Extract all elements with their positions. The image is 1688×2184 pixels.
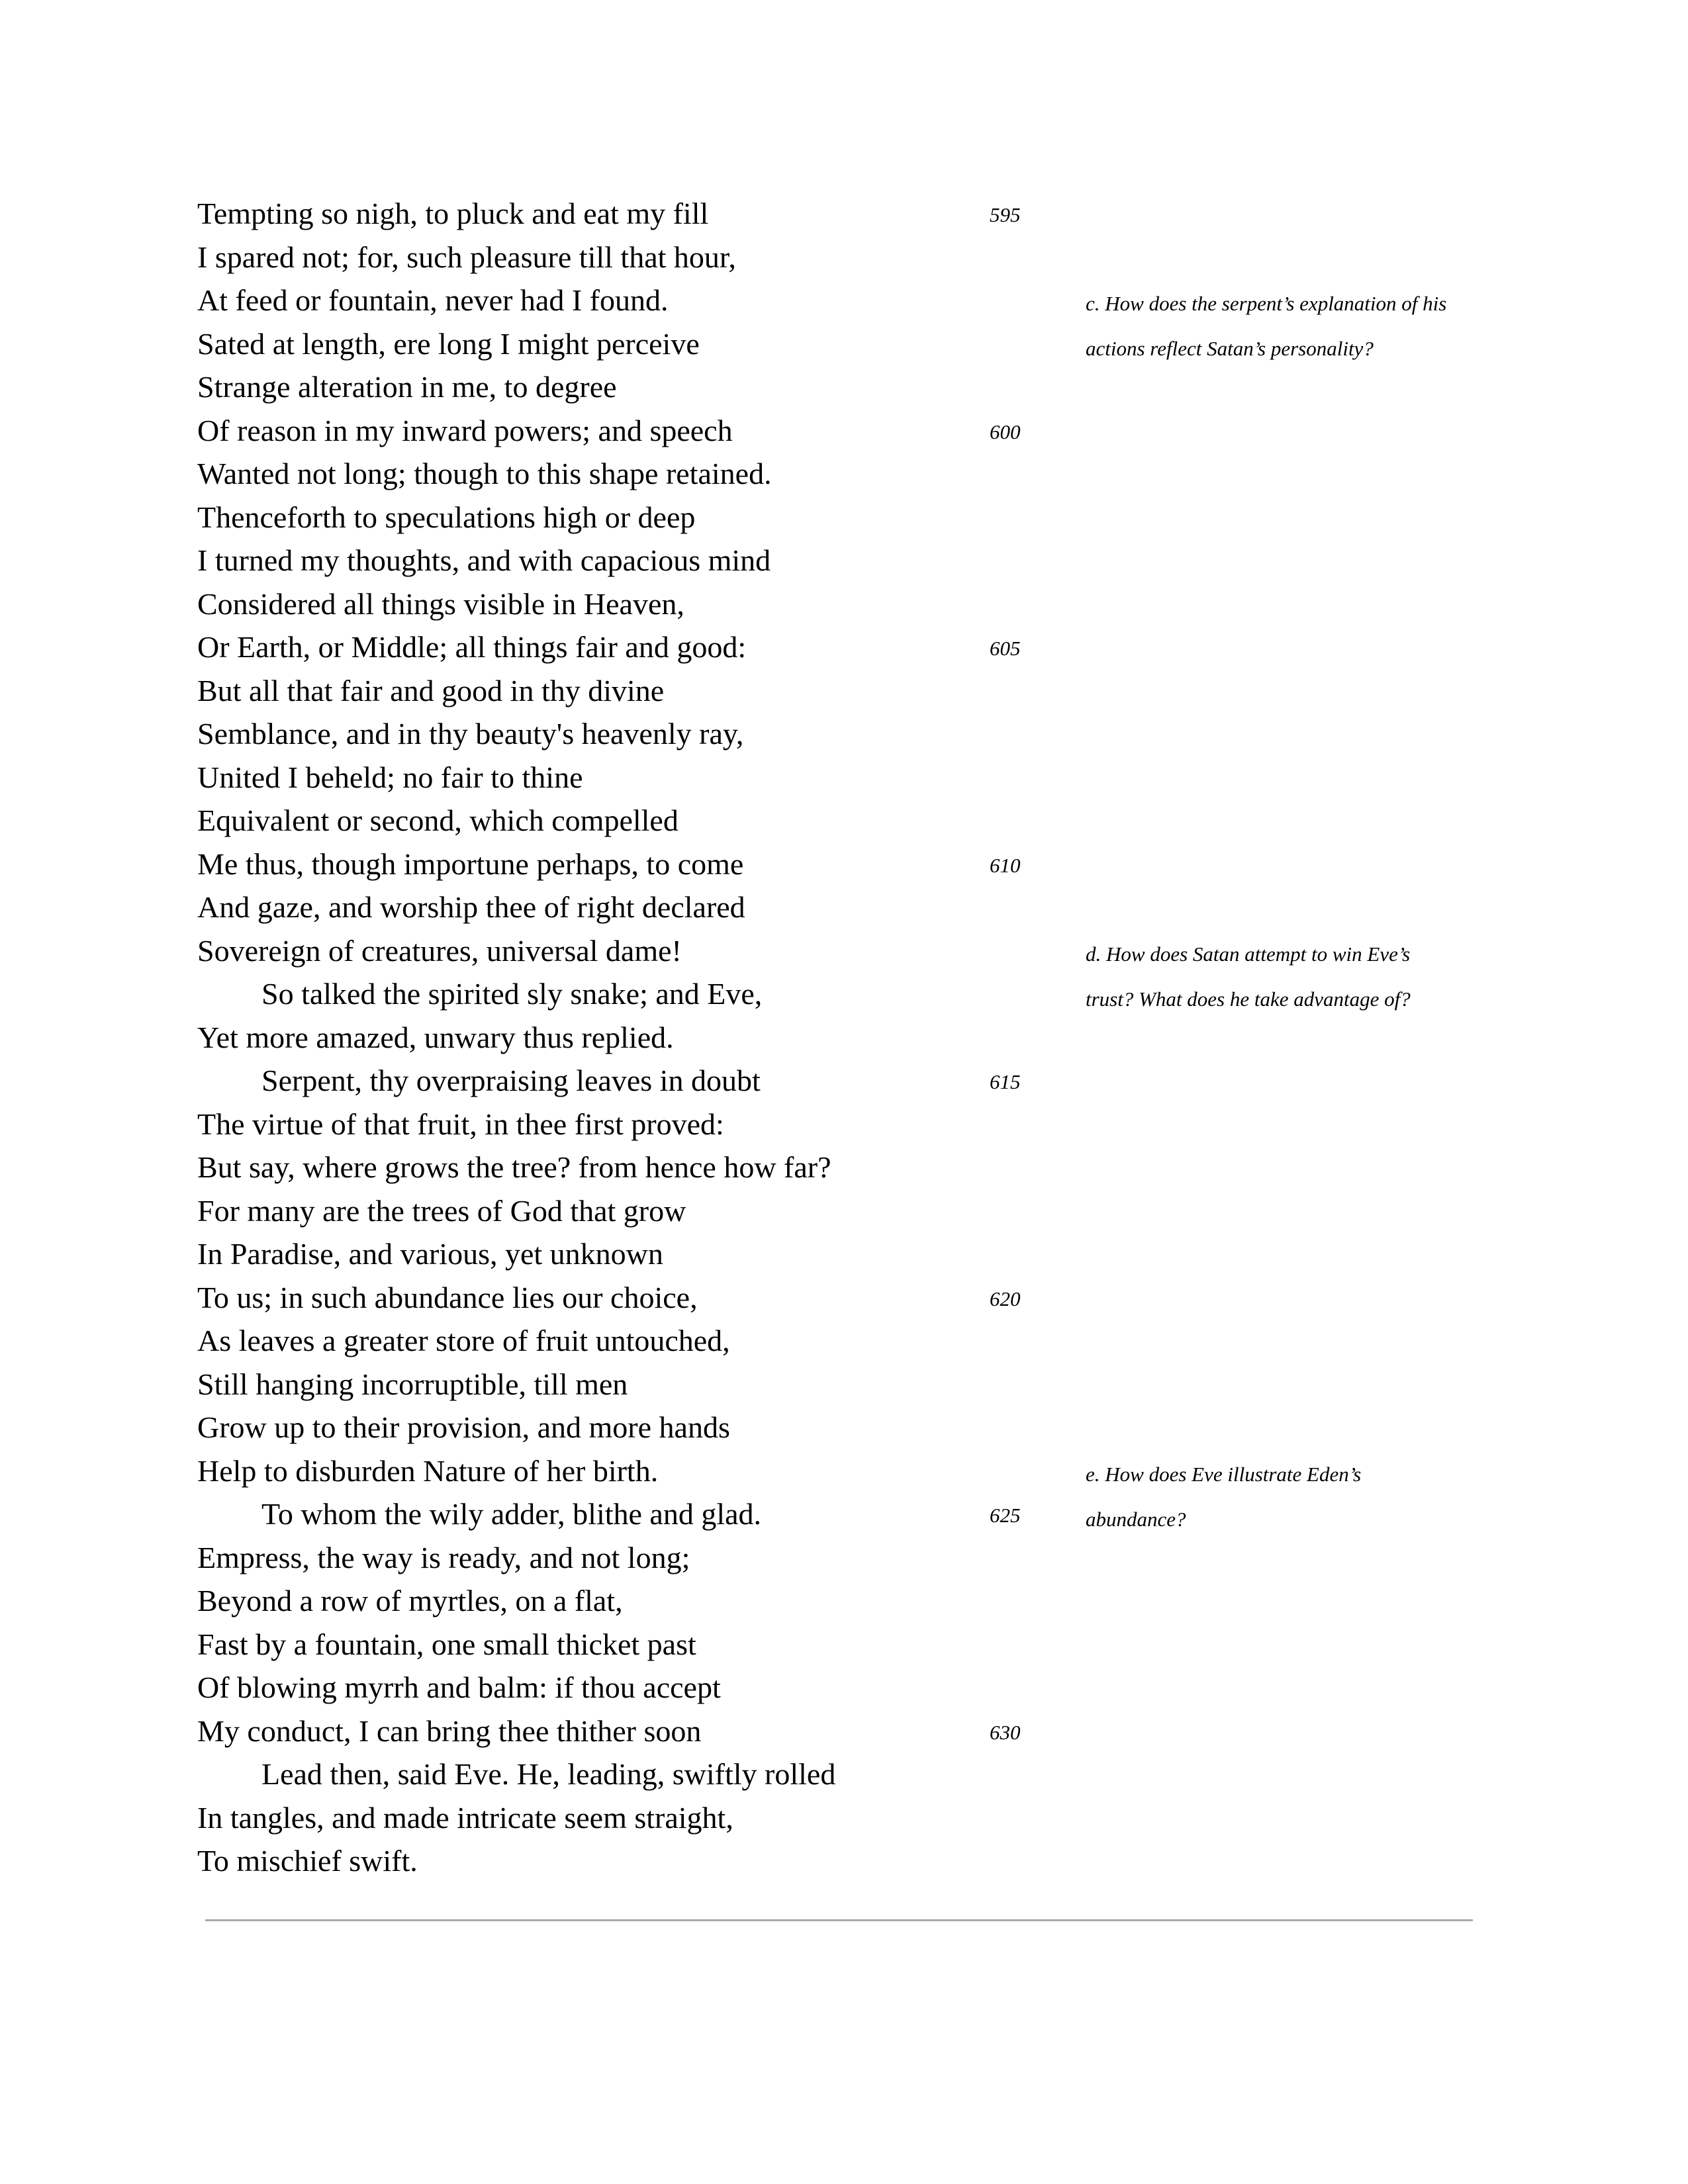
poem-line-text: In tangles, and made intricate seem straight, bbox=[197, 1800, 733, 1835]
poem-line-text: Me thus, though importune perhaps, to come bbox=[197, 846, 744, 881]
line-number: 620 bbox=[990, 1287, 1021, 1310]
poem-line-text: But all that fair and good in thy divine bbox=[197, 673, 665, 707]
poem-line-text: Help to disburden Nature of her birth. bbox=[197, 1453, 659, 1488]
poem-line bbox=[197, 1319, 959, 1363]
line-number: 605 bbox=[990, 637, 1021, 660]
poem-line bbox=[197, 1623, 959, 1666]
poem-line bbox=[197, 279, 959, 322]
poem-line-text: I spared not; for, such pleasure till that hour, bbox=[197, 240, 736, 274]
poem-line bbox=[197, 625, 1021, 669]
poem-line-text: Considered all things visible in Heaven, bbox=[197, 586, 684, 621]
poem-line-text: Of reason in my inward powers; and speech bbox=[197, 413, 733, 447]
poem-line bbox=[197, 1796, 959, 1840]
poem-line bbox=[197, 192, 1021, 236]
poem-line bbox=[197, 1146, 959, 1189]
poem-line bbox=[197, 842, 1021, 886]
poem-line bbox=[197, 1363, 959, 1406]
poem-line-text: In Paradise, and various, yet unknown bbox=[197, 1237, 663, 1271]
poem-line bbox=[197, 1103, 959, 1146]
question-line: d. How does Satan attempt to win Eve’s bbox=[1086, 942, 1411, 966]
poem-line bbox=[197, 799, 959, 842]
poem-line-text: To us; in such abundance lies our choice, bbox=[197, 1280, 698, 1314]
study-question-c bbox=[1086, 281, 1549, 371]
poem-line bbox=[197, 886, 959, 929]
poem-line-text: And gaze, and worship thee of right declared bbox=[197, 890, 745, 924]
line-number: 630 bbox=[990, 1720, 1021, 1744]
poem-line bbox=[197, 582, 959, 626]
poem-line-text: Yet more amazed, unwary thus replied. bbox=[197, 1020, 674, 1054]
poem-line-text: My conduct, I can bring thee thither soon bbox=[197, 1713, 702, 1748]
poem-line-text: Serpent, thy overpraising leaves in doubt bbox=[261, 1064, 761, 1097]
poem-line-text: Lead then, said Eve. He, leading, swiftly rolled bbox=[261, 1757, 836, 1791]
poem-line-text: The virtue of that fruit, in thee first proved: bbox=[197, 1107, 724, 1141]
poem-line bbox=[197, 365, 959, 409]
poem-line-text: Grow up to their provision, and more hands bbox=[197, 1410, 730, 1444]
poem-line bbox=[197, 1579, 959, 1623]
poem-line-text: For many are the trees of God that grow bbox=[197, 1193, 686, 1228]
poem-line-text: Semblance, and in thy beauty's heavenly ray, bbox=[197, 717, 744, 751]
poem-line bbox=[197, 1492, 1021, 1536]
poem-line-text: Strange alteration in me, to degree bbox=[197, 370, 617, 404]
question-line: trust? What does he take advantage of? bbox=[1086, 987, 1411, 1011]
poem-line-text: Equivalent or second, which compelled bbox=[197, 803, 679, 837]
poem-line-text: Wanted not long; though to this shape retained. bbox=[197, 457, 772, 490]
poem-line-text: Or Earth, or Middle; all things fair and good: bbox=[197, 630, 747, 664]
poem-line-text: I turned my thoughts, and with capacious mind bbox=[197, 543, 771, 577]
poem-line bbox=[197, 452, 959, 496]
poem-line bbox=[197, 756, 959, 799]
poem-line bbox=[197, 1189, 959, 1233]
poem-line bbox=[197, 539, 959, 582]
study-question-e bbox=[1086, 1452, 1549, 1542]
poem-line bbox=[197, 236, 959, 279]
question-line: actions reflect Satan’s personality? bbox=[1086, 337, 1374, 360]
poem-line bbox=[197, 1016, 959, 1060]
poem-line bbox=[197, 496, 959, 539]
poem-line-text: Fast by a fountain, one small thicket past bbox=[197, 1627, 696, 1661]
poem-line-text: Beyond a row of myrtles, on a flat, bbox=[197, 1584, 623, 1617]
question-line: c. How does the serpent’s explanation of his bbox=[1086, 292, 1447, 315]
poem-line bbox=[197, 1536, 959, 1580]
question-line: e. How does Eve illustrate Eden’s bbox=[1086, 1463, 1362, 1486]
line-number: 615 bbox=[990, 1070, 1021, 1093]
poem-line-text: To whom the wily adder, blithe and glad. bbox=[261, 1497, 762, 1531]
question-line: abundance? bbox=[1086, 1508, 1186, 1531]
poem-line-text: Tempting so nigh, to pluck and eat my fill bbox=[197, 197, 709, 230]
line-number: 625 bbox=[990, 1504, 1021, 1527]
poem-line bbox=[197, 409, 1021, 453]
poem-line-text: Empress, the way is ready, and not long; bbox=[197, 1540, 690, 1574]
line-number: 610 bbox=[990, 853, 1021, 877]
line-number: 595 bbox=[990, 203, 1021, 226]
poem-line-text: Still hanging incorruptible, till men bbox=[197, 1367, 628, 1401]
poem-line-text: Sated at length, ere long I might perceive bbox=[197, 326, 700, 361]
poem-line-text: So talked the spirited sly snake; and Eve, bbox=[261, 977, 763, 1011]
poem-line-text: At feed or fountain, never had I found. bbox=[197, 283, 669, 317]
poem-line-text: Sovereign of creatures, universal dame! bbox=[197, 933, 682, 968]
poem-line-text: As leaves a greater store of fruit untouched, bbox=[197, 1324, 730, 1357]
poem-line bbox=[197, 1839, 959, 1883]
line-number: 600 bbox=[990, 420, 1021, 443]
poem-line bbox=[197, 1406, 959, 1449]
poem-line bbox=[197, 1666, 959, 1709]
poem-line bbox=[197, 929, 959, 973]
poem-line-text: United I beheld; no fair to thine bbox=[197, 760, 583, 794]
poem-line bbox=[197, 1709, 1021, 1753]
horizontal-rule bbox=[205, 1919, 1473, 1921]
poem-line bbox=[197, 669, 959, 713]
poem-line-text: To mischief swift. bbox=[197, 1844, 418, 1878]
poem-text bbox=[197, 192, 1021, 1883]
poem-line bbox=[197, 972, 959, 1016]
poem-line bbox=[197, 1449, 959, 1493]
poem-line bbox=[197, 1752, 959, 1796]
poem-line-text: But say, where grows the tree? from hence how far? bbox=[197, 1150, 831, 1184]
poem-line bbox=[197, 1232, 959, 1276]
poem-line-text: Of blowing myrrh and balm: if thou accept bbox=[197, 1670, 721, 1704]
poem-line bbox=[197, 1276, 1021, 1320]
poem-line bbox=[197, 1059, 1021, 1103]
poem-line bbox=[197, 712, 959, 756]
study-question-d bbox=[1086, 932, 1549, 1022]
poem-line-text: Thenceforth to speculations high or deep bbox=[197, 500, 696, 534]
poem-line bbox=[197, 322, 959, 366]
